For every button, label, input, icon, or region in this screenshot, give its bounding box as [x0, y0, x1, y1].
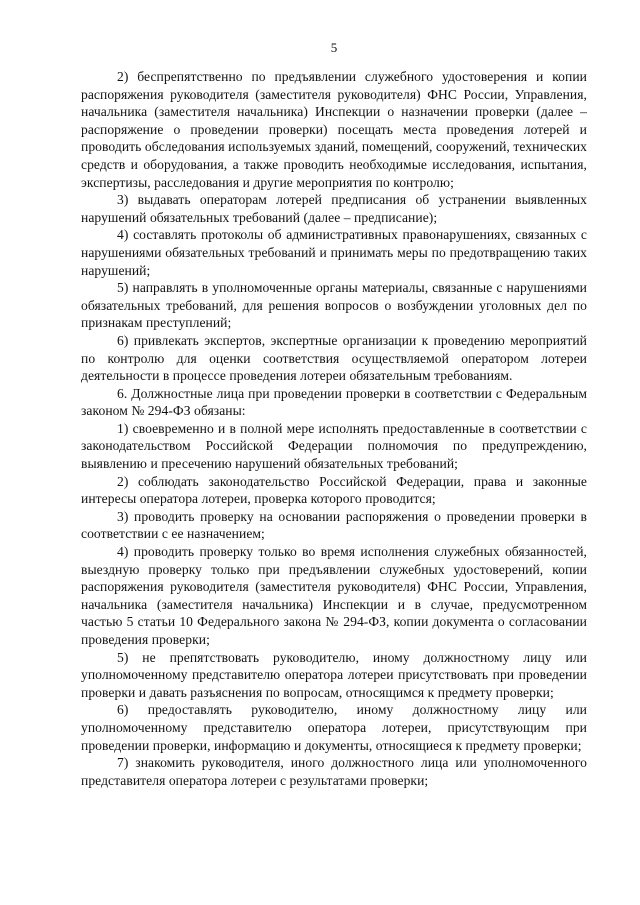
duty-item-6: 6) предоставлять руководителю, иному должностному лицу или уполномоченному представителю оператора лотереи, присутствующим при проведении проверки, информацию и документы, относящиеся к предмету проверки;	[81, 702, 587, 753]
duty-item-2: 2) соблюдать законодательство Российской Федерации, права и законные интересы оператора лотереи, проверка которого проводится;	[81, 473, 587, 507]
paragraph-item-6: 6) привлекать экспертов, экспертные организации к проведению мероприятий по контролю для оценки соответствия осуществляемой оператором лотереи деятельности в процессе проведения лотереи обязательным требованиям.	[81, 332, 587, 384]
duty-item-4: 4) проводить проверку только во время исполнения служебных обязанностей, выездную проверку только при предъявлении служебных удостоверений, копии распоряжения руководителя (заместителя руководителя) ФНС России, Управления, начальника (заместителя начальника) Инспекции и в случае, предусмотренном частью 5 статьи 10 Федерального закона № 294-ФЗ, копии документа о согласовании проведения проверки;	[81, 544, 587, 647]
paragraph-item-4: 4) составлять протоколы об административных правонарушениях, связанных с нарушениями обязательных требований и принимать меры по предотвращению таких нарушений;	[81, 227, 587, 278]
paragraph-item-5: 5) направлять в уполномоченные органы материалы, связанные с нарушениями обязательных требований, для решения вопросов о возбуждении уголовных дел по признакам преступлений;	[81, 280, 587, 331]
section-6-heading: 6. Должностные лица при проведении проверки в соответствии с Федеральным законом № 294-ФЗ обязаны:	[81, 385, 587, 419]
duty-item-7: 7) знакомить руководителя, иного должностного лица или уполномоченного представителя оператора лотереи с результатами проверки;	[81, 755, 587, 788]
page-number: 5	[330, 40, 338, 55]
duty-item-1: 1) своевременно и в полной мере исполнять предоставленные в соответствии с законодательством Российской Федерации полномочия по предупреждению, выявлению и пресечению нарушений обязательных требований;	[81, 420, 587, 472]
paragraph-item-2: 2) беспрепятственно по предъявлении служебного удостоверения и копии распоряжения руководителя (заместителя руководителя) ФНС России, Управления, начальника (заместителя начальника) Инспекции о назначении проверки (далее – распоряжение о проведении проверки) посещать места проведения лотерей и проводить обследования используемых зданий, помещений, сооружений, технических средств и оборудования, а также проводить необходимые исследования, испытания, экспертизы, расследования и другие мероприятия по контролю;	[81, 69, 587, 190]
duty-item-5: 5) не препятствовать руководителю, иному должностному лицу или уполномоченному представителю оператора лотереи присутствовать при проведении проверки и давать разъяснения по вопросам, относящимся к предмету проверки;	[81, 649, 587, 700]
paragraph-item-3: 3) выдавать операторам лотерей предписания об устранении выявленных нарушений обязательных требований (далее – предписание);	[81, 192, 587, 225]
duty-item-3: 3) проводить проверку на основании распоряжения о проведении проверки в соответствии с ее назначением;	[81, 508, 587, 542]
